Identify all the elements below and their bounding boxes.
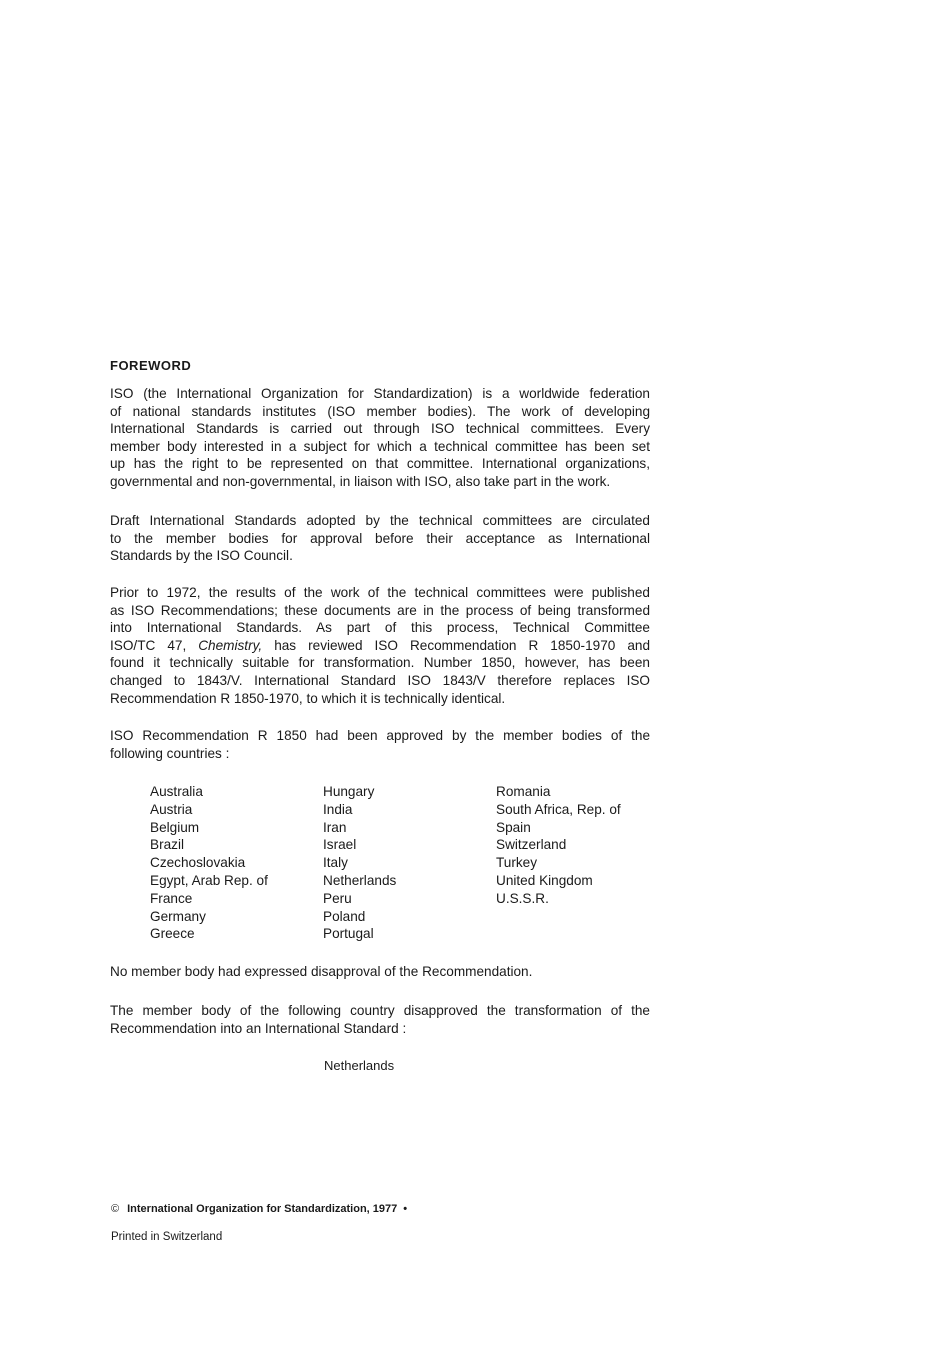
copyright-text: International Organization for Standardization, 1977: [127, 1203, 398, 1215]
committee-name: Chemistry,: [198, 637, 263, 653]
text-fragment: ISO/TC 47,: [110, 637, 199, 653]
copyright-icon: ©: [111, 1203, 120, 1215]
text-line: following countries :: [110, 745, 230, 761]
country-item: Turkey: [496, 855, 538, 871]
bullet-icon: •: [403, 1203, 408, 1215]
country-item: Brazil: [150, 837, 184, 853]
text-line: Standards by the ISO Council.: [110, 548, 293, 564]
countries-column-2: [323, 783, 396, 943]
printed-in-notice: Printed in Switzerland: [111, 1231, 223, 1243]
country-item: South Africa, Rep. of: [496, 801, 621, 817]
country-item: Iran: [323, 819, 347, 835]
country-item: Netherlands: [323, 872, 397, 888]
text-line-with-italic: [110, 637, 650, 655]
country-item: India: [323, 801, 353, 817]
text-line: changed to 1843/V. International Standard ISO 1843/V therefore replaces ISO: [110, 672, 650, 688]
country-item: Egypt, Arab Rep. of: [150, 872, 268, 888]
country-item: Poland: [323, 908, 366, 924]
copyright-notice: [111, 1203, 407, 1215]
country-item: Switzerland: [496, 837, 567, 853]
text-line: to the member bodies for approval before their acceptance as International: [110, 530, 650, 546]
text-line: governmental and non-governmental, in liaison with ISO, also take part in the work.: [110, 473, 611, 489]
text-line: International Standards is carried out through ISO technical committees. Every: [110, 421, 650, 437]
country-item: Australia: [150, 784, 203, 799]
countries-column-3: [496, 783, 621, 908]
text-line: No member body had expressed disapproval of the Recommendation.: [110, 964, 533, 979]
foreword-heading: FOREWORD: [110, 358, 192, 373]
text-line: Draft International Standards adopted by the technical committees are circulated: [110, 513, 650, 528]
text-line: Recommendation R 1850-1970, to which it is technically identical.: [110, 690, 506, 706]
country-item: Germany: [150, 908, 206, 924]
country-item: Peru: [323, 890, 352, 906]
country-item: Italy: [323, 855, 348, 871]
text-line: Prior to 1972, the results of the work of the technical committees were published: [110, 585, 650, 600]
text-line: member body interested in a subject for which a technical committee has been set: [110, 438, 650, 454]
text-line: of national standards institutes (ISO member bodies). The work of developing: [110, 403, 650, 419]
country-item: Israel: [323, 837, 357, 853]
text-line: The member body of the following country disapproved the transformation of the: [110, 1003, 650, 1018]
text-line: ISO (the International Organization for Standardization) is a worldwide federation: [110, 386, 650, 401]
text-line: Recommendation into an International Standard :: [110, 1020, 407, 1036]
text-fragment: has reviewed ISO Recommendation R 1850-1970 and: [262, 637, 650, 653]
paragraph-recommendation-history: [110, 584, 650, 707]
paragraph-iso-intro: [110, 385, 650, 491]
text-line: up has the right to be represented on that committee. International organizations,: [110, 456, 650, 472]
paragraph-approval-intro: [110, 727, 650, 762]
country-item: Greece: [150, 926, 195, 942]
text-line: found it technically suitable for transformation. Number 1850, however, has been: [110, 655, 650, 671]
countries-column-1: [150, 783, 268, 943]
country-item: Romania: [496, 784, 551, 799]
country-item: United Kingdom: [496, 872, 593, 888]
country-item: Portugal: [323, 926, 374, 942]
country-item: Czechoslovakia: [150, 855, 246, 871]
country-item: Belgium: [150, 819, 200, 835]
text-line: as ISO Recommendations; these documents are in the process of being transformed: [110, 602, 650, 618]
disapproving-country: Netherlands: [324, 1058, 395, 1073]
text-line: into International Standards. As part of this process, Technical Committee: [110, 620, 650, 636]
country-item: Spain: [496, 819, 531, 835]
paragraph-draft-standards: [110, 512, 650, 565]
country-item: France: [150, 890, 193, 906]
country-item: Austria: [150, 801, 193, 817]
country-item: Hungary: [323, 784, 375, 799]
paragraph-no-disapproval: [110, 963, 650, 981]
country-item: U.S.S.R.: [496, 890, 549, 906]
text-line: ISO Recommendation R 1850 had been approved by the member bodies of the: [110, 728, 650, 743]
paragraph-disapproval: [110, 1002, 650, 1037]
